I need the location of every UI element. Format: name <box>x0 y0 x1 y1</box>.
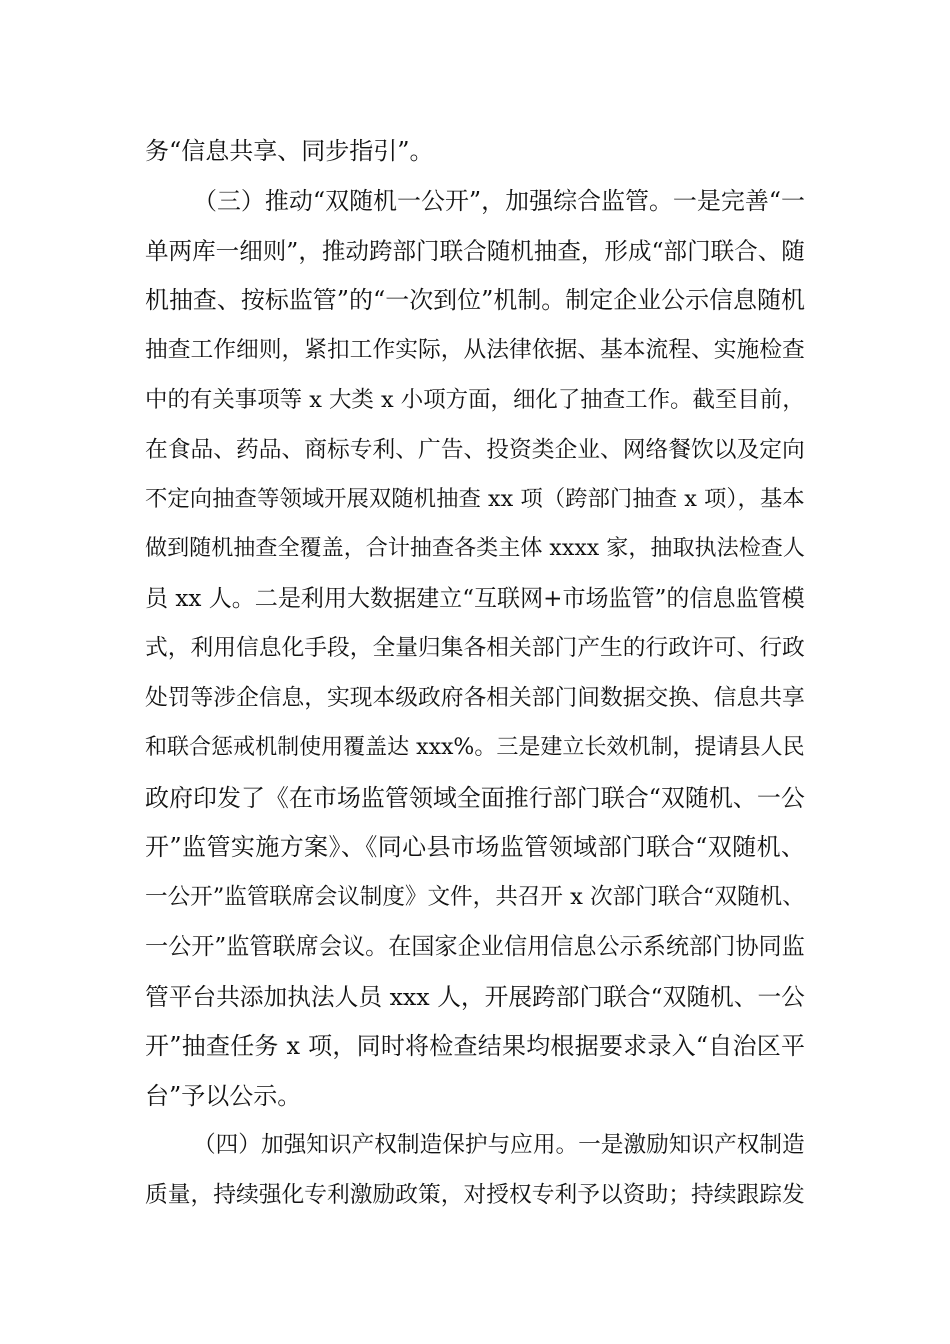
text-line: 做到随机抽查全覆盖，合计抽查各类主体 xxxx 家，抽取执法检查人 <box>145 536 805 561</box>
text-line: 开”抽查任务 x 项，同时将检查结果均根据要求录入“自治区平 <box>145 1032 806 1060</box>
text-line: 中的有关事项等 x 大类 x 小项方面，细化了抽查工作。截至目前， <box>145 387 805 413</box>
text-line: 在食品、药品、商标专利、广告、投资类企业、网络餐饮以及定向 <box>145 437 805 463</box>
text-line: 抽查工作细则，紧扣工作实际，从法律依据、基本流程、实施检查 <box>145 337 805 363</box>
text-line: 处罚等涉企信息，实现本级政府各相关部门间数据交换、信息共享 <box>145 685 805 711</box>
text-line: 政府印发了《在市场监管领域全面推行部门联合“双随机、一公 <box>145 784 805 812</box>
text-line: 不定向抽查等领域开展双随机抽查 xx 项（跨部门抽查 x 项），基本 <box>145 486 805 512</box>
text-line: 管平台共添加执法人员 xxx 人，开展跨部门联合“双随机、一公 <box>145 983 805 1011</box>
text-line: 一公开”监管联席会议制度》文件，共召开 x 次部门联合“双随机、 <box>145 884 805 910</box>
text-line: 单两库一细则”，推动跨部门联合随机抽查，形成“部门联合、随 <box>145 237 805 265</box>
text-line: 开”监管实施方案》、《同心县市场监管领域部门联合“双随机、 <box>145 833 806 861</box>
section-heading-3-line: （三）推动“双随机一公开”，加强综合监管。一是完善“一 <box>193 187 806 215</box>
text-line: 质量，持续强化专利激励政策，对授权专利予以资助；持续跟踪发 <box>145 1182 805 1208</box>
section-heading-4-line: （四）加强知识产权制造保护与应用。一是激励知识产权制造 <box>193 1132 805 1158</box>
text-line: 员 xx 人。二是利用大数据建立“互联网+市场监管”的信息监管模 <box>145 586 805 612</box>
text-line: 台”予以公示。 <box>145 1082 302 1110</box>
text-line: 务“信息共享、同步指引”。 <box>145 137 434 165</box>
text-line: 机抽查、按标监管”的“一次到位”机制。制定企业公示信息随机 <box>145 286 805 314</box>
text-line: 一公开”监管联席会议。在国家企业信用信息公示系统部门协同监 <box>145 934 805 960</box>
text-line: 和联合惩戒机制使用覆盖达 xxx%。三是建立长效机制，提请县人民 <box>145 735 805 760</box>
text-line: 式，利用信息化手段，全量归集各相关部门产生的行政许可、行政 <box>145 635 805 661</box>
